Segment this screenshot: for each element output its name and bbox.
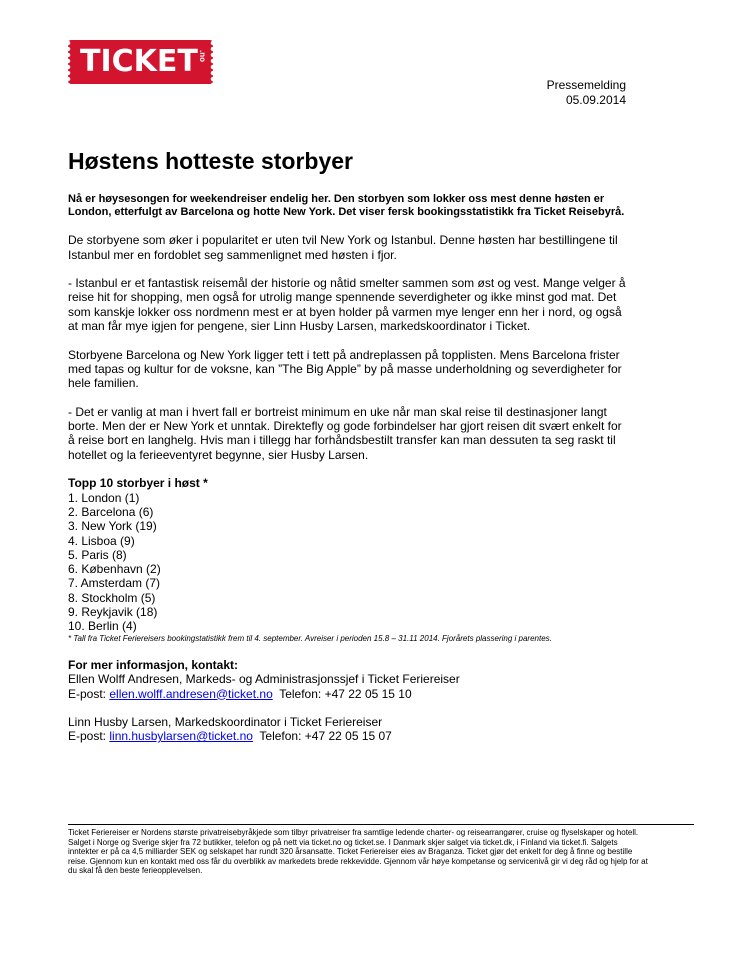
lead-paragraph: Nå er høysesongen for weekendreiser endelig her. Den storbyen som lokker oss mest denne høsten er London, etterfulgt av Barcelona og hotte New York. Det viser fersk bookingsstatistikk fra Ticket Reisebyrå.: [68, 193, 625, 218]
contact-2-line: [68, 729, 628, 743]
list-item: 6. København (2): [68, 562, 161, 577]
contact-2-email-link[interactable]: linn.husbylarsen@ticket.no: [109, 729, 253, 744]
logo-wordmark: TICKET: [80, 44, 198, 79]
email-label: E-post:: [68, 729, 107, 744]
body-paragraph-1: De storbyene som øker i popularitet er uten tvil New York og Istanbul. Denne høsten har bestillingene til Istanbul mer en fordoblet seg sammenlignet med høsten i fjor.: [68, 233, 618, 262]
footer-divider: [68, 824, 694, 825]
body-paragraph-4: - Det er vanlig at man i hvert fall er bortreist minimum en uke når man skal reise til destinasjoner langt borte. Men der er New York et unntak. Direktefly og gode forbindelser har gjort reisen dit svært enkelt for å reise bort en langhelg. Hvis man i tillegg har forhåndsbestilt transfer kan man dessuten ta seg raskt til hotellet og la ferieeventyret begynne, sier Husby Larsen.: [68, 404, 622, 462]
list-item: 1. London (1): [68, 490, 140, 505]
email-label: E-post:: [68, 686, 107, 701]
page-title: Høstens hotteste storbyer: [68, 148, 354, 174]
list-item: 5. Paris (8): [68, 547, 127, 562]
spacer: [68, 701, 628, 715]
list-item: 10. Berlin (4): [68, 619, 137, 634]
list-item: 2. Barcelona (6): [68, 504, 154, 519]
contact-1-line: [68, 687, 628, 701]
list-item: 7. Amsterdam (7): [68, 576, 161, 591]
contact-1-phone: Telefon: +47 22 05 15 10: [279, 686, 412, 701]
contact-1-email-link[interactable]: ellen.wolff.andresen@ticket.no: [109, 686, 273, 701]
contact-2-phone: Telefon: +47 22 05 15 07: [259, 729, 392, 744]
contact-1-name: Ellen Wolff Andresen, Markeds- og Administrasjonssjef i Ticket Feriereiser: [68, 672, 460, 687]
article-body: [68, 193, 628, 744]
document-meta: [547, 78, 626, 108]
list-item: 8. Stockholm (5): [68, 590, 156, 605]
doc-date: 05.09.2014: [565, 93, 626, 107]
list-item: 3. New York (19): [68, 519, 157, 534]
ticket-logo: [68, 40, 213, 84]
list-item: 9. Reykjavik (18): [68, 605, 158, 620]
contact-2-name: Linn Husby Larsen, Markedskoordinator i Ticket Feriereiser: [68, 715, 383, 730]
contact-heading: For mer informasjon, kontakt:: [68, 657, 239, 672]
doc-type: Pressemelding: [546, 78, 626, 92]
top-list-footnote: * Tall fra Ticket Feriereisers bookingstatistikk frem til 4. september. Avreiser i perioden 15.8 – 31.11 2014. Fjorårets plassering i parentes.: [68, 633, 552, 643]
list-item: 4. Lisboa (9): [68, 533, 135, 548]
top-list-title: Topp 10 storbyer i høst *: [68, 476, 208, 491]
logo-suffix: .no: [198, 50, 207, 62]
boilerplate-text: Ticket Feriereiser er Nordens største privatreisebyråkjede som tilbyr privatreiser fra samtlige ledende charter- og reisearrangører, cruise og flyselskaper og hotell. Salget i Norge og Sverige skjer fra 72 butikker, telefon og på nett via ticket.no og ticket.se. I Danmark skjer salget via ticket.dk, i Finland via ticket.fi. Salgets inntekter er på ca 4,5 milliarder SEK og selskapet har rundt 320 årsansatte. Ticket Feriereiser eies av Braganza. Ticket gjør det enkelt for deg å finne og bestille reise. Gjennom kun en kontakt med oss får du overblikk av markedets brede rekkevidde. Gjennom vår høye kompetanse og servicenivå gir vi deg råd og hjelp for at du skal få den beste ferieopplevelsen.: [68, 828, 648, 875]
top-list: [68, 491, 628, 634]
body-paragraph-2: - Istanbul er et fantastisk reisemål der historie og nåtid smelter sammen som øst og vest. Mange velger å reise hit for shopping, men også for utrolig mange spennende severdigheter og ikke minst god mat. Det som kanskje lokker oss nordmenn mest er at byen holder på varmen mye lenger enn her i nord, og også at man får mye igjen for pengene, sier Linn Husby Larsen, markedskoordinator i Ticket.: [68, 276, 626, 334]
body-paragraph-3: Storbyene Barcelona og New York ligger tett i tett på andreplassen på topplisten. Mens Barcelona frister med tapas og kultur for de voksne, kan ”The Big Apple” by på masse underholdning og severdigheter for hele familien.: [68, 347, 622, 391]
